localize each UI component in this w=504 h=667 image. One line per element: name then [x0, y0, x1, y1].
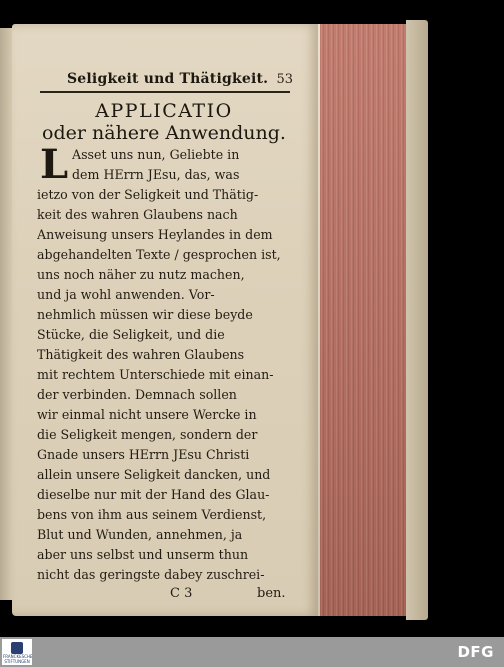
text-line: Blut und Wunden, annehmen, ja	[37, 527, 243, 542]
text-line: wir einmal nicht unsere Wercke in	[37, 407, 257, 422]
text-line: Thätigkeit des wahren Glaubens	[37, 347, 245, 362]
text-line: Gnade unsers HErrn JEsu Christi	[37, 447, 250, 462]
text-line: abgehandelten Texte / gesprochen ist,	[37, 247, 281, 262]
text-line: die Seligkeit mengen, sondern der	[37, 427, 258, 442]
book-page	[12, 24, 318, 616]
page-edges-shade	[318, 24, 410, 616]
text-line: Anweisung unsers Heylandes in dem	[37, 227, 273, 242]
signature-mark: C 3	[170, 586, 193, 601]
text-line: bens von ihm aus seinem Verdienst,	[37, 507, 267, 522]
text-line: dieselbe nur mit der Hand des Glau-	[37, 487, 270, 502]
text-line: Stücke, die Seligkeit, und die	[37, 327, 225, 342]
text-line: ietzo von der Seligkeit und Thätig-	[37, 187, 259, 202]
text-line: aber uns selbst und unserm thun	[37, 547, 249, 562]
logo-text: FRANCKESCHE STIFTUNGEN	[3, 654, 33, 664]
text-line: Asset uns nun, Geliebte in	[72, 147, 240, 162]
text-line: der verbinden. Demnach sollen	[37, 387, 237, 402]
text-line: nicht das geringste dabey zuschrei-	[37, 567, 265, 582]
text-line: uns noch näher zu nutz machen,	[37, 267, 245, 282]
page-header	[67, 71, 293, 91]
logo-emblem-icon	[11, 642, 23, 654]
catchword: ben.	[257, 586, 286, 601]
book-cover-right	[406, 20, 428, 620]
drop-cap: L	[40, 141, 69, 188]
running-title: Seligkeit und Thätigkeit.	[67, 71, 269, 87]
text-line: und ja wohl anwenden. Vor-	[37, 287, 215, 302]
text-line: dem HErrn JEsu, das, was	[72, 167, 240, 182]
franckesche-stiftungen-logo[interactable]	[2, 639, 32, 665]
section-subtitle: oder nähere Anwendung.	[42, 122, 286, 144]
text-line: allein unsere Seligkeit dancken, und	[37, 467, 271, 482]
header-rule	[40, 91, 290, 93]
text-line: keit des wahren Glaubens nach	[37, 207, 238, 222]
text-line: mit rechtem Unterschiede mit einan-	[37, 367, 274, 382]
page-number: 53	[276, 72, 293, 87]
viewer-footer	[0, 637, 504, 667]
text-line: nehmlich müssen wir diese beyde	[37, 307, 253, 322]
section-title: APPLICATIO	[95, 100, 233, 122]
dfg-logo[interactable]: DFG	[457, 643, 494, 661]
